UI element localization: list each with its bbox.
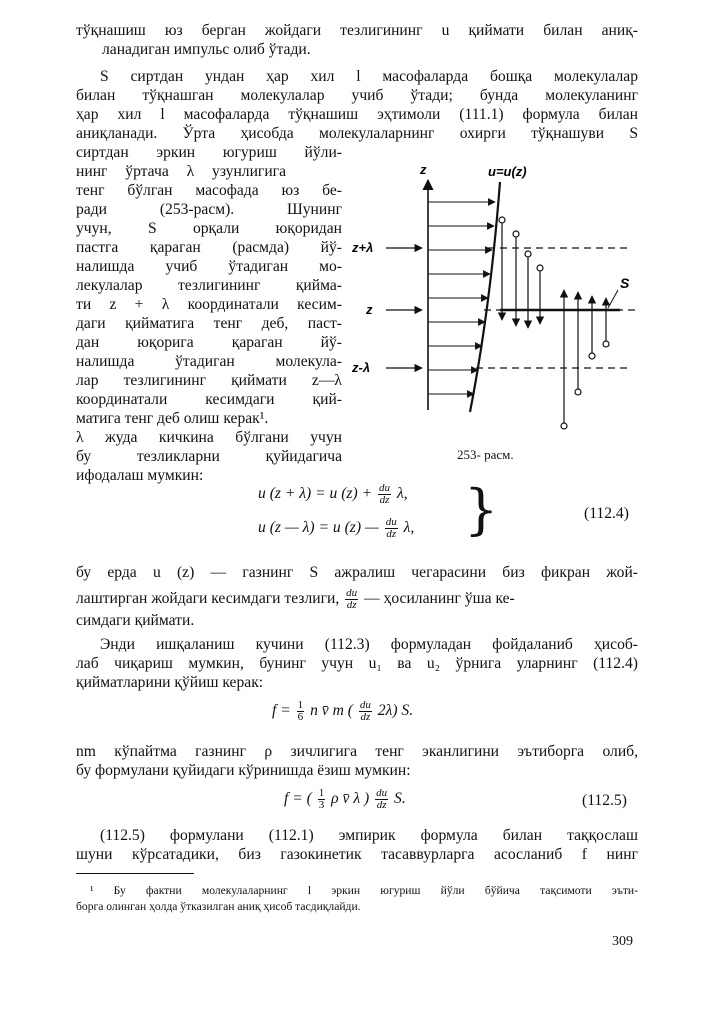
velocity-arrows [428, 202, 495, 394]
text-line: билан тўқнашган молекулалар учиб ўтади; бунда молекуланинг [76, 87, 638, 104]
text-line: Энди ишқаланиш кучини (112.3) формуладан фойдаланиб ҳисоб- [100, 636, 638, 653]
derivative-fraction [345, 588, 358, 611]
text-line: лекулалар тезлигининг қийма- [76, 277, 342, 294]
right-brace: } [464, 478, 499, 541]
eq-friction-force [272, 700, 413, 723]
page-number: 309 [612, 934, 633, 949]
frac-den: 3 [318, 799, 325, 811]
text-line: аниқланади. Ўрта ҳисобда молекулаларнинг охирги тўқнашуви S [76, 125, 638, 142]
eq-mid: ρ v̄ λ ) [331, 790, 370, 808]
surface-S-label: S [620, 275, 630, 291]
text-line: бу ерда u (z) — газнинг S ажралиш чегарасини биз фикран жой- [76, 564, 638, 581]
level-label-mid: z [366, 302, 373, 317]
eq-row1-left: u (z + λ) = u (z) + [258, 485, 373, 503]
text-line: ради (253-расм). Шунинг [76, 201, 342, 218]
frac-num: du [376, 787, 388, 799]
one-third-fraction [318, 788, 326, 811]
frac-num: du [379, 482, 391, 494]
frac-den: dz [376, 799, 387, 811]
frac-den: dz [379, 494, 390, 506]
eq-112-5 [284, 788, 406, 811]
text-line: налишда ўтадиган молекула- [76, 353, 342, 370]
frac-den: dz [346, 599, 357, 611]
eq-112-4-row2 [258, 517, 414, 540]
eq-left: f = [272, 702, 291, 720]
text-line: ифодалаш мумкин: [76, 467, 204, 484]
eq-right: 2λ) S. [377, 702, 414, 720]
text-line: учун, S орқали юқоридан [76, 220, 342, 237]
one-sixth-fraction [297, 700, 305, 723]
text-line: шуни кўрсатадики, биз газокинетик тасаввурларга асосланиб f нинг [76, 846, 638, 863]
frac-num: du [359, 699, 371, 711]
text-line: λ жуда кичкина бўлгани учун [76, 429, 342, 446]
text-line: S сиртдан ундан ҳар хил l масофаларда бошқа молекулалар [100, 68, 638, 85]
text-line: бу формулани қуйидаги кўринишда ёзиш мумкин: [76, 762, 411, 779]
text-line: ланадиган импульс олиб ўтади. [102, 41, 311, 58]
derivative-fraction [375, 788, 388, 811]
text-line: даги қийматига тенг деб, паст- [76, 315, 342, 332]
z-axis-label: z [420, 162, 427, 177]
text-line: ҳар хил l масофаларда тўқнашиш эҳтимоли (111.1) формула билан [76, 106, 638, 123]
text-line: дан юқорига қараган йў- [76, 334, 342, 351]
equation-number: (112.4) [584, 505, 629, 522]
eq-row2-right: λ, [403, 519, 415, 537]
text-line: координатали кесимдаги қий- [76, 391, 342, 408]
text-line: лаб чиқариш мумкин, бунинг учун u₁ ва u₂ ўрнига уларнинг (112.4) [76, 655, 638, 672]
eq-row1-right: λ, [396, 485, 408, 503]
eq-112-4-row1 [258, 483, 408, 506]
level-label-top: z+λ [352, 240, 374, 255]
text-line: қийматларини қўйиш керак: [76, 674, 264, 691]
eq-right: S. [394, 790, 406, 808]
derivative-fraction [378, 483, 391, 506]
function-label: u=u(z) [488, 164, 527, 179]
text-line [76, 588, 515, 611]
figure-253 [350, 150, 650, 470]
text-line: нинг ўртача λ узунлигига [76, 163, 286, 180]
footnote-line: борга олинган ҳолда ўтказилган аниқ ҳисоб тасдиқлайди. [76, 900, 361, 913]
downward-molecules [499, 217, 543, 328]
text-line: бу тезликларни қуйидагича [76, 448, 342, 465]
text-line: nm кўпайтма газнинг ρ зичлигига тенг эканлигини эътиборга олиб, [76, 743, 638, 760]
frac-num: du [385, 516, 397, 528]
eq-left: f = ( [284, 790, 312, 808]
figure-caption: 253- расм. [457, 447, 514, 462]
frac-den: 6 [297, 711, 304, 723]
eq-mid: n v̄ m ( [310, 702, 353, 720]
frac-num: 1 [318, 787, 325, 799]
text-line: сиртдан эркин югуриш йўли- [76, 144, 342, 161]
eq-row2-left: u (z — λ) = u (z) — [258, 519, 379, 537]
footnote-rule [76, 873, 194, 874]
text-span: — ҳосиланинг ўша ке- [364, 590, 515, 608]
text-line: симдаги қиймати. [76, 612, 195, 629]
text-line: (112.5) формулани (112.1) эмпирик формула билан таққослаш [100, 827, 638, 844]
equation-number: (112.5) [582, 792, 627, 809]
text-line: тўқнашиш юз берган жойдаги тезлигининг u қиймати билан аниқ- [76, 22, 638, 39]
text-line: матига тенг деб олиш керак¹. [76, 410, 269, 427]
frac-num: du [346, 587, 358, 599]
derivative-fraction [359, 700, 372, 723]
frac-num: 1 [297, 699, 304, 711]
derivative-fraction [385, 517, 398, 540]
footnote-line: ¹ Бу фактни молекулаларнинг l эркин югуриш йўли бўйича тақсимоти эъти- [90, 884, 638, 897]
level-label-bot: z-λ [352, 360, 371, 375]
text-line: налишда учиб ўтадиган мо- [76, 258, 342, 275]
frac-den: dz [386, 528, 397, 540]
text-line: ти z + λ координатали кесим- [76, 296, 342, 313]
velocity-profile-curve [470, 182, 500, 412]
text-span: лаштирган жойдаги кесимдаги тезлиги, [76, 590, 340, 608]
text-line: пастга қараган (расмда) йў- [76, 239, 342, 256]
frac-den: dz [360, 711, 371, 723]
text-line: тенг бўлган масофада юз бе- [76, 182, 342, 199]
text-line: лар тезлигининг қиймати z—λ [76, 372, 342, 389]
